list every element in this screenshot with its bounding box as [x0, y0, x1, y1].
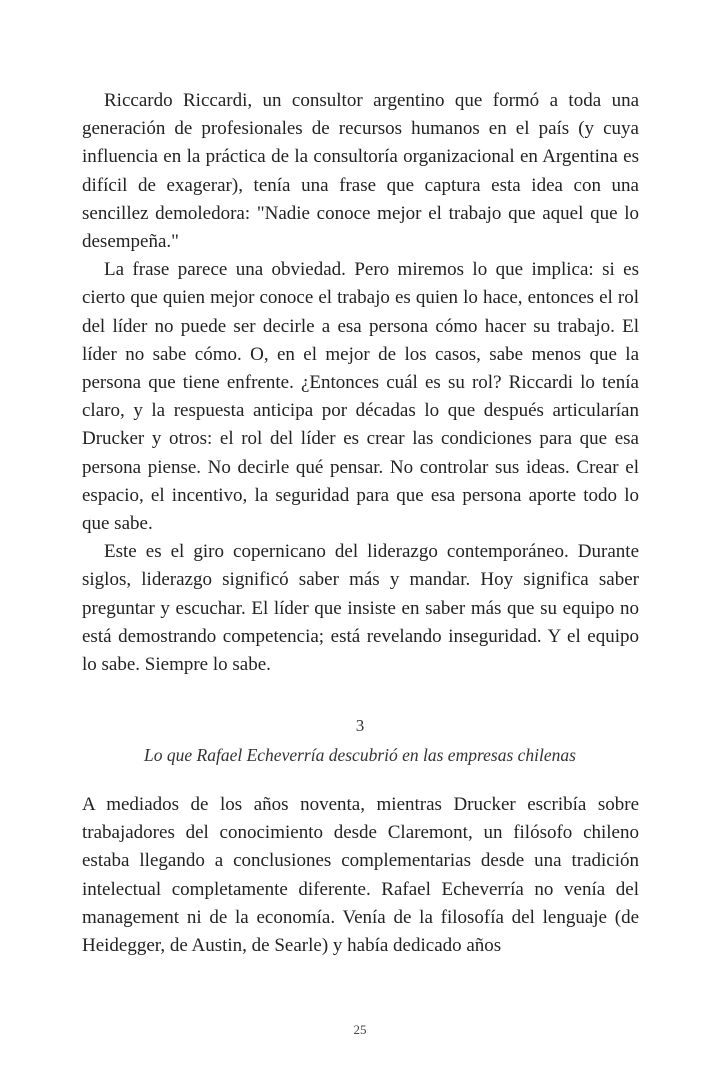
- paragraph-obviedad: La frase parece una obviedad. Pero miremos lo que implica: si es cierto que quien mejor conoce el trabajo es quien lo hace, entonces el rol del líder no puede ser decirle a esa persona cómo hacer su trabajo. El líder no sabe cómo. O, en el mejor de los casos, sabe menos que la persona que tiene enfrente. ¿Entonces cuál es su rol? Riccardi lo tenía claro, y la respuesta anticipa por décadas lo que después articularían Drucker y otros: el rol del líder es crear las condiciones para que esa persona piense. No decirle qué pensar. No controlar sus ideas. Crear el espacio, el incentivo, la seguridad para que esa persona aporte todo lo que sabe.: [82, 259, 639, 535]
- section-number: 3: [355, 716, 365, 735]
- body-text-top: [82, 87, 639, 679]
- body-text-bottom: [82, 791, 639, 960]
- paragraph-riccardi: Riccardo Riccardi, un consultor argentino que formó a toda una generación de profesionales de recursos humanos en el país (y cuya influencia en la práctica de la consultoría organizacional en Argentina es difícil de exagerar), tenía una frase que captura esta idea con una sencillez demoledora: "Nadie conoce mejor el trabajo que aquel que lo desempeña.": [82, 90, 639, 253]
- section-title: Lo que Rafael Echeverría descubrió en las empresas chilenas: [144, 745, 576, 765]
- paragraph-echeverria: A mediados de los años noventa, mientras Drucker escribía sobre trabajadores del conocimiento desde Claremont, un filósofo chileno estaba llegando a conclusiones complementarias desde una tradición intelectual completamente diferente. Rafael Echeverría no venía del management ni de la economía. Venía de la filosofía del lenguaje (de Heidegger, de Austin, de Searle) y había dedicado años: [82, 794, 639, 957]
- page-number: 25: [353, 1022, 367, 1037]
- paragraph-giro-copernicano: Este es el giro copernicano del liderazgo contemporáneo. Durante siglos, liderazgo significó saber más y mandar. Hoy significa saber preguntar y escuchar. El líder que insiste en saber más que su equipo no está demostrando competencia; está revelando inseguridad. Y el equipo lo sabe. Siempre lo sabe.: [82, 541, 639, 676]
